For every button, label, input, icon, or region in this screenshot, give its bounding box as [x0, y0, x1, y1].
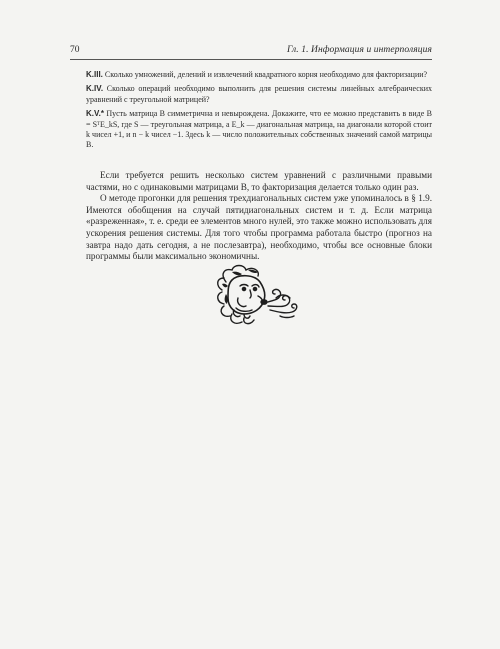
exercise-label: K.IV. — [86, 84, 104, 94]
paragraph: О методе прогонки для решения трехдиагональных систем уже упоминалось в § 1.9. Имеются обобщения на случай пятидиагональных систем и т. д. Если матрица «разреженная», т. е. среди ее элементов много нулей, это также можно использовать для ускорения решения системы. Для того чтобы программа работала быстро (прогноз на завтра надо дать сегодня, а не послезавтра), необходимо, чтобы все основные блоки программы были максимально экономичны. — [86, 193, 432, 262]
paragraph: Если требуется решить несколько систем уравнений с различными правыми частями, но с одинаковыми матрицами B, то факторизация делается только один раз. — [86, 170, 432, 192]
exercise-item — [86, 70, 432, 80]
exercise-item — [86, 84, 432, 105]
exercise-text: Сколько умножений, делений и извлечений квадратного корня необходимо для факторизации? — [104, 70, 428, 79]
exercise-text: Пусть матрица B симметрична и невырождена. Докажите, что ее можно представить в виде B = SᵀE_kS, где S — треугольная матрица, а E_k — диагональная матрица, на диагонали которой стоит k чисел +1, и n − k чисел −1. Здесь k — число положительных собственных значений самой матрицы B. — [86, 109, 432, 150]
exercise-label: K.V.* — [86, 109, 104, 119]
exercises-block — [86, 70, 432, 155]
wind-blowing-head-icon — [214, 264, 302, 326]
exercise-text: Сколько операций необходимо выполнить для решения системы линейных алгебраических уравнений с треугольной матрицей? — [86, 84, 433, 104]
running-title: Гл. 1. Информация и интерполяция — [287, 45, 432, 55]
page-header — [70, 45, 432, 60]
body-text — [86, 170, 432, 263]
page-number: 70 — [70, 45, 80, 55]
exercise-label: K.III. — [86, 70, 103, 79]
exercise-item — [86, 109, 432, 151]
